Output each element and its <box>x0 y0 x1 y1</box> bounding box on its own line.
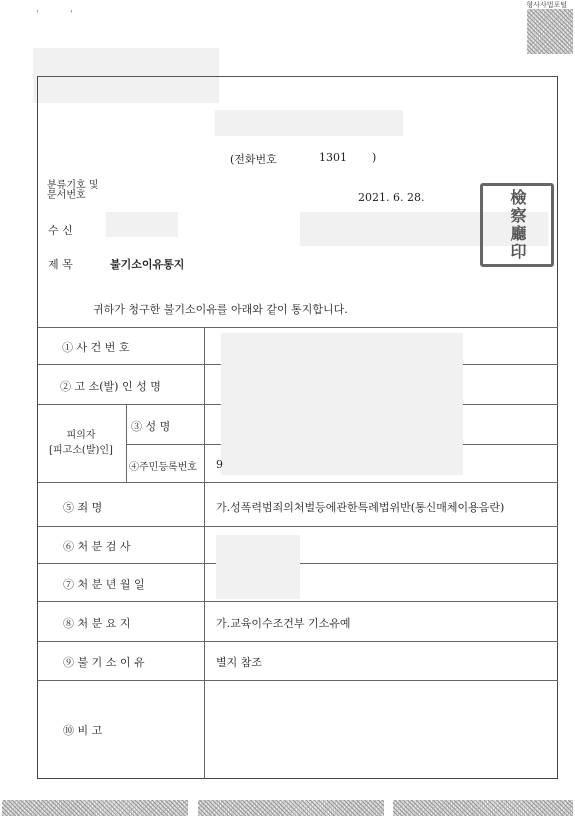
portal-label: 형사사법포털 <box>526 1 567 9</box>
table-rule <box>38 526 558 527</box>
table-rule <box>38 680 558 681</box>
scan-specks: ' <box>36 10 39 20</box>
barcode-top <box>527 9 573 54</box>
non-indictment-reason-value: 별지 참조 <box>216 656 263 669</box>
redacted-recipient <box>106 212 178 237</box>
redacted-prosecutor <box>216 535 300 599</box>
subject-label: 제 목 <box>48 258 73 271</box>
table-rule <box>38 327 558 328</box>
label-disposition-summary: ⑧ 처 분 요 지 <box>63 617 131 630</box>
offense-value: 가.성폭력범죄의처벌등에관한특례법위반(통신매체이용음란) <box>216 501 505 514</box>
table-divider <box>204 327 205 779</box>
label-disposition-date: ⑦ 처 분 년 월 일 <box>63 578 145 591</box>
label-complainant: ② 고 소(발) 인 성 명 <box>60 380 161 393</box>
label-suspect-id: ④주민등록번호 <box>129 462 197 473</box>
scan-specks-2: ' <box>70 10 73 20</box>
label-non-indictment-reason: ⑨ 불 기 소 이 유 <box>63 656 145 669</box>
table-rule <box>38 641 558 642</box>
barcode-bottom-right <box>393 800 573 816</box>
phone-close: ) <box>372 151 377 164</box>
table-divider <box>126 404 127 482</box>
barcode-bottom-center <box>198 800 384 816</box>
doc-number-label: 분류기호 및 문서번호 <box>47 180 99 201</box>
label-prosecutor: ⑥ 처 분 검 사 <box>63 540 131 553</box>
disposition-summary-value: 가.교육이수조건부 기소유예 <box>216 617 351 630</box>
intro-text: 귀하가 청구한 불기소이유를 아래와 같이 통지합니다. <box>93 303 348 316</box>
barcode-bottom-left <box>2 800 188 816</box>
table-rule <box>38 482 558 483</box>
label-offense: ⑤ 죄 명 <box>63 501 103 514</box>
phone-label: (전화번호 <box>230 153 277 166</box>
subject-value: 불기소이유통지 <box>110 258 185 271</box>
recipient-label: 수 신 <box>48 224 73 237</box>
document-date: 2021. 6. 28. <box>358 191 425 204</box>
redacted-case-details <box>221 333 463 475</box>
label-suspect-name: ③ 성 명 <box>131 420 171 433</box>
label-suspect-group: 피의자 [피고소(발)인] <box>49 430 113 456</box>
redacted-title <box>215 110 403 136</box>
table-rule <box>38 601 558 602</box>
label-remarks: ⑩ 비 고 <box>63 724 103 737</box>
phone-value: 1301 <box>319 151 347 164</box>
label-case-number: ① 사 건 번 호 <box>62 341 130 354</box>
official-seal: 檢察廳印 <box>480 183 554 267</box>
suspect-id-value: 9 <box>216 458 223 471</box>
